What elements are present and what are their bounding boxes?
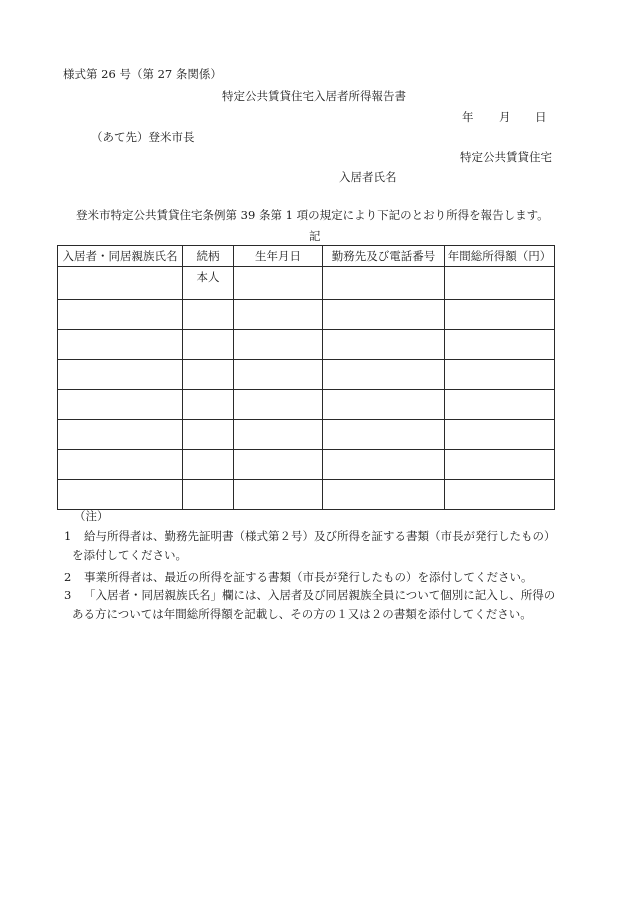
header-birthdate: 生年月日 xyxy=(234,246,323,267)
header-relationship: 続柄 xyxy=(183,246,234,267)
workplace-phone-cell[interactable] xyxy=(323,480,445,510)
workplace-phone-cell[interactable] xyxy=(323,267,445,300)
table-row xyxy=(58,300,555,330)
resident-name-label: 入居者氏名 xyxy=(339,170,397,184)
annual-income-cell[interactable] xyxy=(445,300,555,330)
note-number: 1 xyxy=(64,529,72,543)
note-text-continuation: ある方については年間総所得額を記載し、その方の１又は２の書類を添付してください。 xyxy=(72,607,532,621)
workplace-phone-cell[interactable] xyxy=(323,360,445,390)
annual-income-cell[interactable] xyxy=(445,267,555,300)
note-text: 「入居者・同居親族氏名」欄には、入居者及び同居親族全員について個別に記入し、所得の xyxy=(84,588,556,602)
table-row xyxy=(58,267,555,300)
relationship-cell[interactable] xyxy=(183,480,234,510)
addressee: （あて先）登米市長 xyxy=(91,130,195,144)
birthdate-cell[interactable] xyxy=(234,330,323,360)
form-number: 様式第 26 号（第 27 条関係） xyxy=(63,67,222,81)
relationship-cell[interactable] xyxy=(183,450,234,480)
name-cell[interactable] xyxy=(58,300,183,330)
resident-housing-type: 特定公共賃貸住宅 xyxy=(460,150,552,164)
workplace-phone-cell[interactable] xyxy=(323,450,445,480)
name-cell[interactable] xyxy=(58,360,183,390)
workplace-phone-cell[interactable] xyxy=(323,420,445,450)
annual-income-cell[interactable] xyxy=(445,420,555,450)
note-number: 2 xyxy=(64,570,72,584)
table-row xyxy=(58,480,555,510)
relationship-cell[interactable] xyxy=(183,390,234,420)
name-cell[interactable] xyxy=(58,480,183,510)
header-workplace-phone: 勤務先及び電話番号 xyxy=(323,246,445,267)
annual-income-cell[interactable] xyxy=(445,390,555,420)
relationship-cell[interactable] xyxy=(183,360,234,390)
note-item-2 xyxy=(64,568,533,587)
table-row xyxy=(58,420,555,450)
birthdate-cell[interactable] xyxy=(234,390,323,420)
birthdate-cell[interactable] xyxy=(234,480,323,510)
ki-label: 記 xyxy=(309,229,321,243)
name-cell[interactable] xyxy=(58,450,183,480)
birthdate-cell[interactable] xyxy=(234,360,323,390)
workplace-phone-cell[interactable] xyxy=(323,390,445,420)
relationship-cell[interactable]: 本人 xyxy=(183,267,234,300)
annual-income-cell[interactable] xyxy=(445,450,555,480)
table-row xyxy=(58,360,555,390)
date-year-label: 年 xyxy=(462,110,474,124)
table-row xyxy=(58,450,555,480)
birthdate-cell[interactable] xyxy=(234,420,323,450)
birthdate-cell[interactable] xyxy=(234,450,323,480)
workplace-phone-cell[interactable] xyxy=(323,300,445,330)
note-number: 3 xyxy=(64,588,72,602)
income-report-table xyxy=(57,245,555,510)
name-cell[interactable] xyxy=(58,330,183,360)
relationship-cell[interactable] xyxy=(183,330,234,360)
date-day-label: 日 xyxy=(535,110,547,124)
table-row xyxy=(58,390,555,420)
name-cell[interactable] xyxy=(58,267,183,300)
report-statement: 登米市特定公共賃貸住宅条例第 39 条第 1 項の規定により下記のとおり所得を報告します。 xyxy=(76,208,549,222)
annual-income-cell[interactable] xyxy=(445,480,555,510)
document-title: 特定公共賃貸住宅入居者所得報告書 xyxy=(222,89,406,103)
header-annual-income: 年間総所得額（円） xyxy=(445,246,555,267)
notes-heading: （注） xyxy=(74,509,109,523)
relationship-cell[interactable] xyxy=(183,420,234,450)
note-item-3 xyxy=(64,586,555,624)
relationship-cell[interactable] xyxy=(183,300,234,330)
workplace-phone-cell[interactable] xyxy=(323,330,445,360)
note-text: 事業所得者は、最近の所得を証する書類（市長が発行したもの）を添付してください。 xyxy=(84,570,533,584)
note-item-1 xyxy=(64,527,556,565)
table-header-row xyxy=(58,246,555,267)
annual-income-cell[interactable] xyxy=(445,360,555,390)
date-month-label: 月 xyxy=(499,110,511,124)
date-line xyxy=(462,112,547,124)
name-cell[interactable] xyxy=(58,420,183,450)
note-text: 給与所得者は、勤務先証明書（様式第２号）及び所得を証する書類（市長が発行したもの） xyxy=(84,529,556,543)
annual-income-cell[interactable] xyxy=(445,330,555,360)
name-cell[interactable] xyxy=(58,390,183,420)
birthdate-cell[interactable] xyxy=(234,267,323,300)
birthdate-cell[interactable] xyxy=(234,300,323,330)
table-row xyxy=(58,330,555,360)
header-name: 入居者・同居親族氏名 xyxy=(58,246,183,267)
note-text-continuation: を添付してください。 xyxy=(72,548,187,562)
